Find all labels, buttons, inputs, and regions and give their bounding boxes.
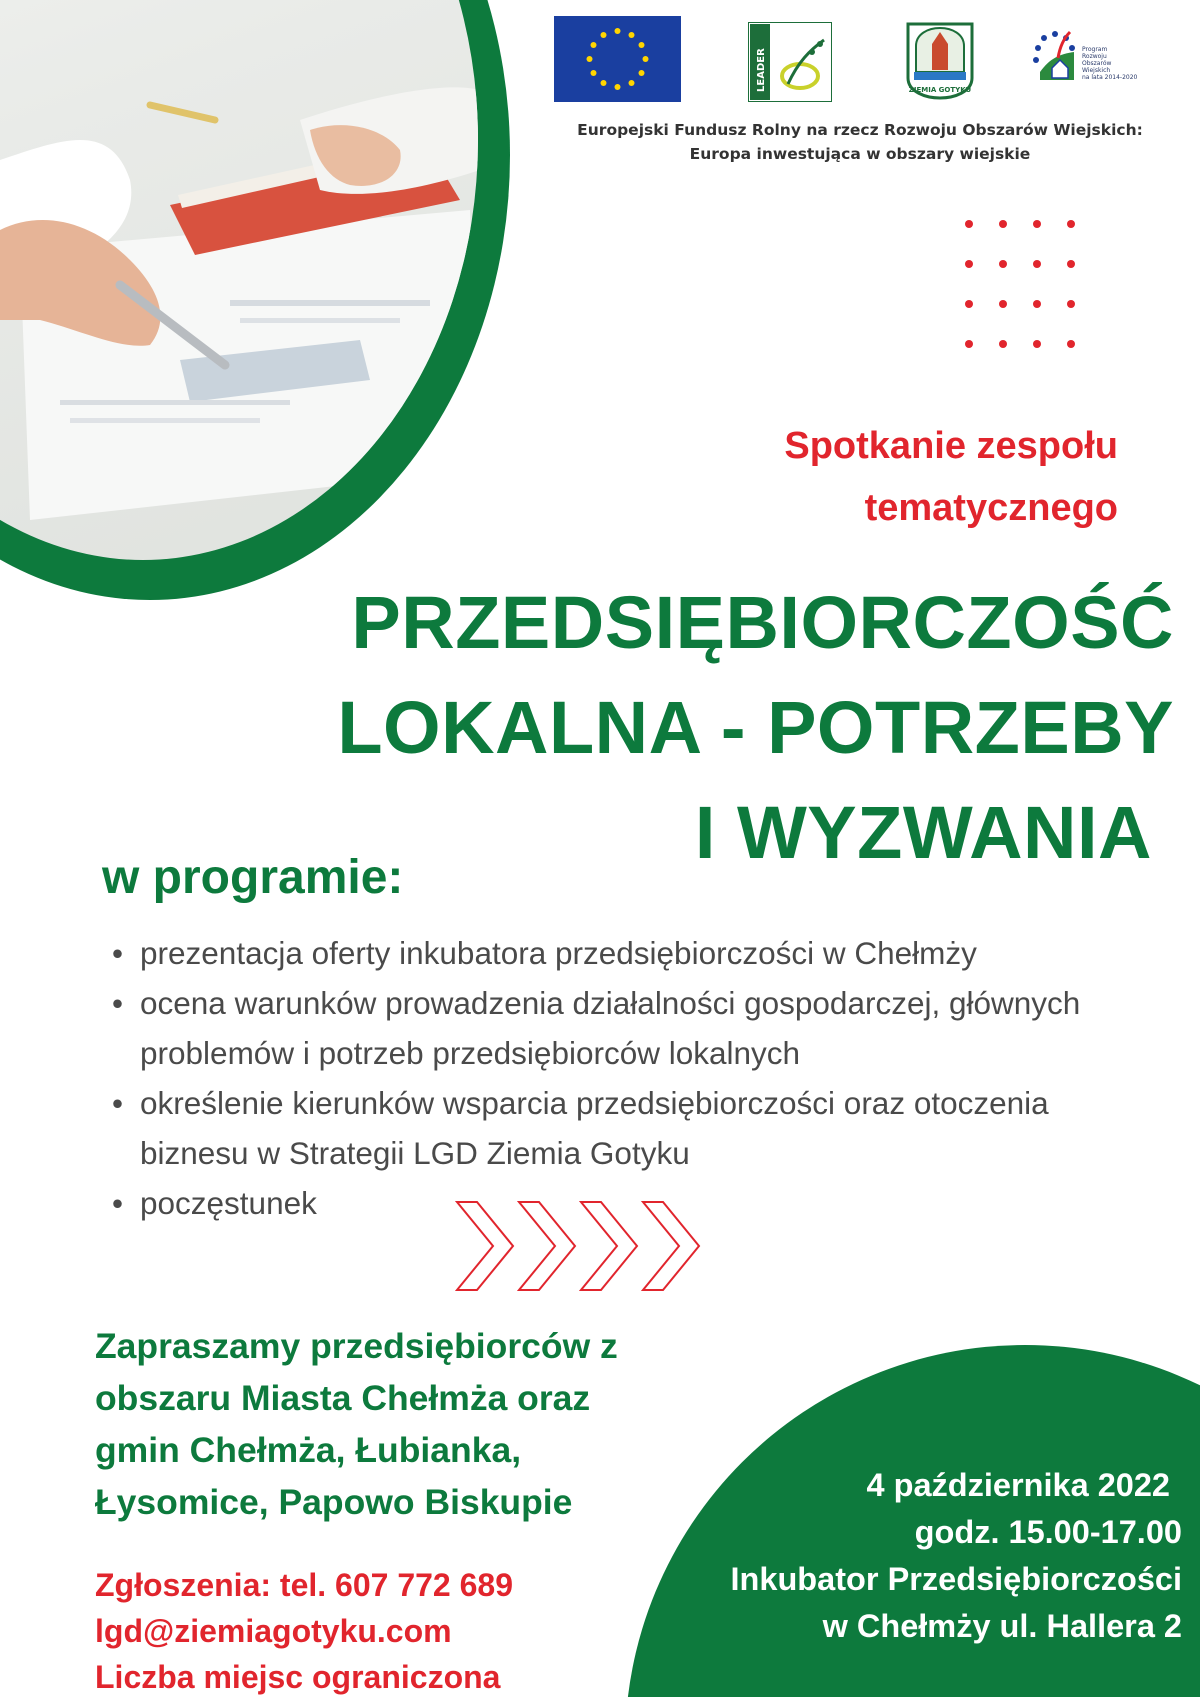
program-item: • poczęstunek — [112, 1178, 1180, 1228]
prow-line: na lata 2014-2020 — [1082, 74, 1138, 81]
efrr-line-2: Europa inwestująca w obszary wiejskie — [689, 145, 1031, 163]
invitation-text — [95, 1320, 618, 1528]
prow-text — [1082, 46, 1137, 81]
event-date: 4 października 2022 — [866, 1467, 1170, 1503]
chevron-arrows-icon — [455, 1200, 705, 1292]
contact-note: Liczba miejsc ograniczona — [95, 1659, 501, 1695]
program-list — [112, 928, 1180, 1228]
title-line-1: PRZEDSIĘBIORCZOŚĆ — [351, 581, 1174, 664]
business-photo — [0, 0, 478, 560]
subtitle-line-2: tematycznego — [864, 487, 1118, 529]
prow-emblem-icon — [1030, 28, 1080, 88]
invite-line-3: gmin Chełmża, Łubianka, — [95, 1430, 522, 1470]
eu-stars-icon — [554, 16, 681, 102]
event-venue: Inkubator Przedsiębiorczości — [730, 1561, 1182, 1597]
photo-illustration — [0, 0, 478, 560]
meeting-subtitle — [784, 415, 1118, 539]
invite-line-4: Łysomice, Papowo Biskupie — [95, 1482, 573, 1522]
prow-line: Wiejskich — [1082, 67, 1111, 74]
leader-logo — [748, 22, 832, 102]
eu-flag-logo — [554, 16, 681, 102]
contact-info — [95, 1562, 513, 1697]
page-title — [337, 570, 1174, 885]
contact-phone: Zgłoszenia: tel. 607 772 689 — [95, 1567, 513, 1603]
ziemia-gotyku-logo — [904, 20, 976, 100]
program-item: • prezentacja oferty inkubatora przedsiębiorczości w Chełmży — [112, 928, 1180, 978]
prow-logo — [1030, 28, 1140, 98]
program-item: • ocena warunków prowadzenia działalności gospodarczej, głównych problemów i potrzeb przedsiębiorców lokalnych — [112, 978, 1140, 1078]
prow-line: Obszarów — [1082, 60, 1112, 67]
prow-line: Rozwoju — [1082, 53, 1107, 60]
efrr-caption — [540, 118, 1180, 166]
event-time: godz. 15.00-17.00 — [914, 1514, 1182, 1550]
invite-line-1: Zapraszamy przedsiębiorców z — [95, 1326, 618, 1366]
efrr-line-1: Europejski Fundusz Rolny na rzecz Rozwoju Obszarów Wiejskich: — [577, 121, 1143, 139]
ziemia-gotyku-text: ZIEMIA GOTYKU — [908, 86, 972, 94]
event-address: w Chełmży ul. Hallera 2 — [822, 1608, 1182, 1644]
event-details — [730, 1462, 1182, 1650]
title-line-2: LOKALNA - POTRZEBY — [337, 686, 1174, 769]
contact-email: lgd@ziemiagotyku.com — [95, 1613, 452, 1649]
invite-line-2: obszaru Miasta Chełmża oraz — [95, 1378, 591, 1418]
program-item: • określenie kierunków wsparcia przedsiębiorczości oraz otoczenia biznesu w Strategii LGD Ziemia Gotyku — [112, 1078, 1100, 1178]
decorative-dot-grid — [965, 220, 1085, 360]
prow-line: Program — [1082, 46, 1108, 53]
subtitle-line-1: Spotkanie zespołu — [784, 425, 1118, 467]
title-line-3: I WYZWANIA — [694, 791, 1152, 874]
leader-text: LEADER — [756, 48, 767, 92]
program-heading: w programie: — [102, 851, 404, 904]
